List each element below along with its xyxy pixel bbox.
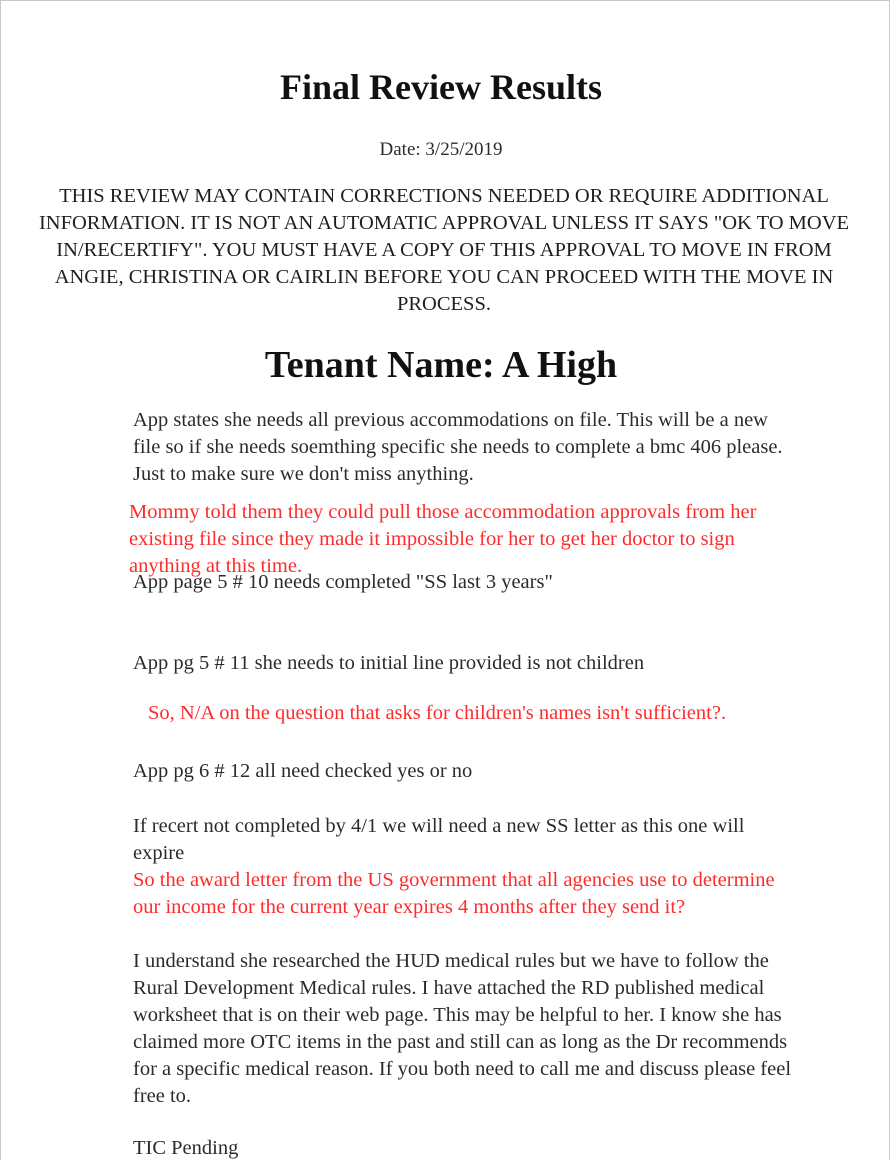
review-note-page5-item11: App pg 5 # 11 she needs to initial line provided is not children	[133, 652, 645, 674]
review-note-page6-item12: App pg 6 # 12 all need checked yes or no	[133, 760, 473, 782]
document-title: Final Review Results	[280, 67, 602, 107]
review-date: Date: 3/25/2019	[379, 139, 503, 160]
tenant-name-heading: Tenant Name: A High	[264, 344, 618, 386]
reply-accommodations: Mommy told them they could pull those accommodation approvals from her existing file since they made it impossible for her to get her doctor to sign anything at this time.	[129, 501, 757, 577]
review-status: TIC Pending	[133, 1137, 239, 1159]
review-note-page5-item10: App page 5 # 10 needs completed "SS last 3 years"	[133, 571, 553, 593]
approval-notice: THIS REVIEW MAY CONTAIN CORRECTIONS NEEDED OR REQUIRE ADDITIONAL INFORMATION. IT IS NOT AN AUTOMATIC APPROVAL UNLESS IT SAYS "OK TO MOVE IN/RECERTIFY". YOU MUST HAVE A COPY OF THIS APPROVAL TO MOVE IN FROM ANGIE, CHRISTINA OR CAIRLIN BEFORE YOU CAN PROCEED WITH THE MOVE IN PROCESS.	[38, 185, 850, 315]
review-note-recert: If recert not completed by 4/1 we will need a new SS letter as this one will expire	[133, 815, 745, 864]
reply-award-letter: So the award letter from the US government that all agencies use to determine our income for the current year expires 4 months after they send it?	[133, 869, 775, 918]
review-note-accommodations: App states she needs all previous accommodations on file. This will be a new file so if she needs soemthing specific she needs to complete a bmc 406 please. Just to make sure we don't miss anything.	[133, 409, 783, 485]
review-note-medical: I understand she researched the HUD medical rules but we have to follow the Rural Development Medical rules. I have attached the RD published medical worksheet that is on their web page. This may be helpful to her. I know she has claimed more OTC items in the past and still can as long as the Dr recommends for a specific medical reason. If you both need to call me and discuss please feel free to.	[133, 950, 792, 1107]
reply-children-question: So, N/A on the question that asks for children's names isn't sufficient?.	[148, 702, 727, 724]
